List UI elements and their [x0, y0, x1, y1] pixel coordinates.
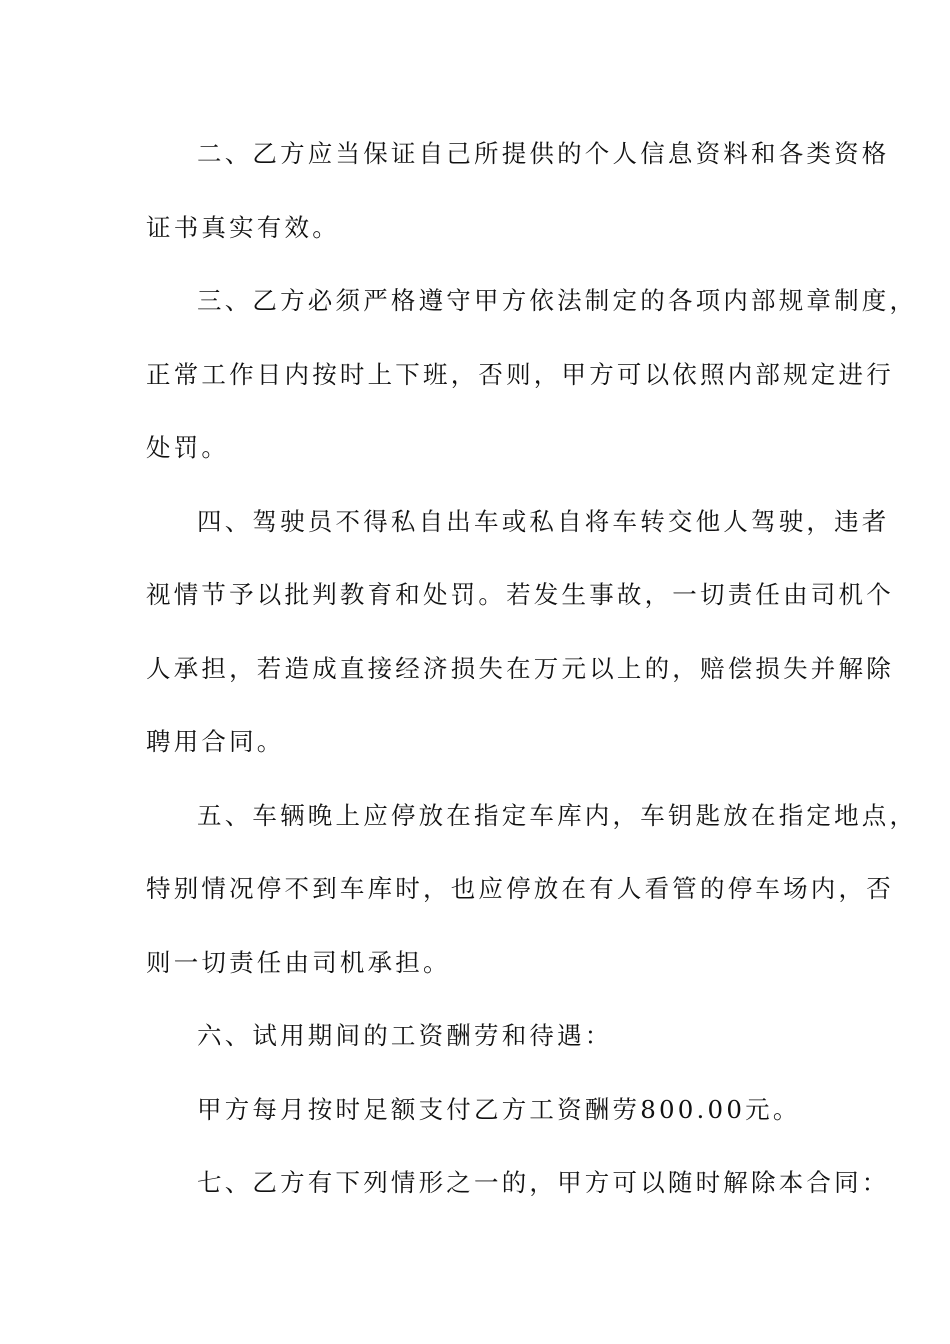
clause-6-detail: 甲方每月按时足额支付乙方工资酬劳800.00元。 — [197, 1094, 801, 1124]
clause-3-line-2: 正常工作日内按时上下班，否则，甲方可以依照内部规定进行 — [146, 359, 894, 389]
clause-4-line-4: 聘用合同。 — [146, 727, 285, 756]
clause-5-line-3: 则一切责任由司机承担。 — [146, 947, 451, 977]
clause-4-line-2: 视情节予以批判教育和处罚。若发生事故，一切责任由司机个 — [146, 580, 894, 609]
clause-6-heading: 六、试用期间的工资酬劳和待遇： — [197, 1021, 613, 1050]
clause-5-line-1: 五、车辆晚上应停放在指定车库内，车钥匙放在指定地点， — [197, 800, 918, 830]
clause-4-line-1: 四、驾驶员不得私自出车或私自将车转交他人驾驶，违者 — [197, 506, 890, 536]
clause-2-line-1: 二、乙方应当保证自己所提供的个人信息资料和各类资格 — [197, 139, 890, 168]
clause-3-line-1: 三、乙方必须严格遵守甲方依法制定的各项内部规章制度， — [197, 286, 918, 315]
clause-2-line-2: 证书真实有效。 — [146, 212, 340, 242]
clause-4-line-3: 人承担，若造成直接经济损失在万元以上的，赔偿损失并解除 — [146, 653, 894, 683]
document-body — [146, 127, 918, 1230]
clause-7-heading: 七、乙方有下列情形之一的，甲方可以随时解除本合同： — [197, 1168, 890, 1197]
clause-3-line-3: 处罚。 — [146, 433, 230, 462]
clause-5-line-2: 特别情况停不到车库时，也应停放在有人看管的停车场内，否 — [146, 874, 894, 903]
